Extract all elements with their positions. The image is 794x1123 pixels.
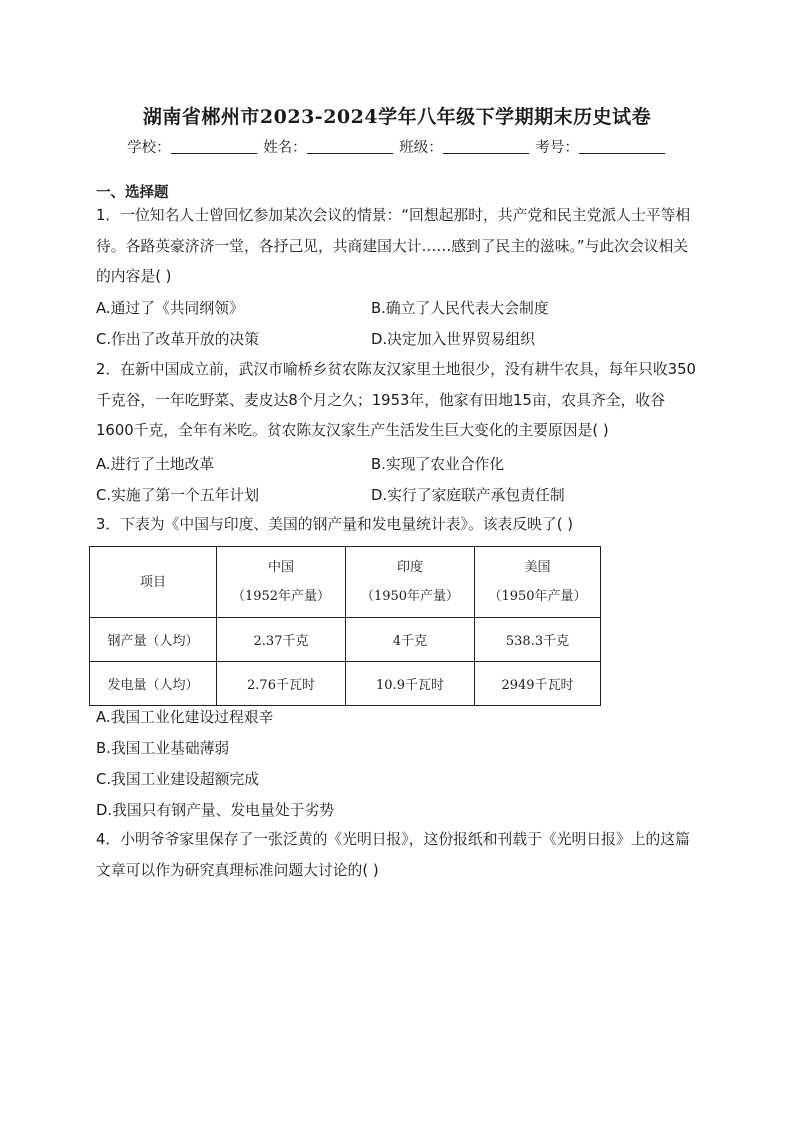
- header-usa: 美国: [524, 560, 551, 575]
- question-1-stem: 1．一位知名人士曾回忆参加某次会议的情景：“回想起那时，共产党和民主党派人士平等相待。各路英豪济济一堂，各抒己见，共商建国大计……感到了民主的滋味。”与此次会议相关的内容是( ): [96, 207, 691, 285]
- question-1-option-d[interactable]: D.决定加入世界贸易组织: [371, 331, 536, 348]
- exam-title: 湖南省郴州市2023-2024学年八年级下学期期末历史试卷: [142, 106, 652, 128]
- table-cell: 538.3千克: [475, 618, 601, 662]
- table-header-cell: [217, 547, 346, 618]
- table-header-cell: [475, 547, 601, 618]
- steel-electricity-table: [89, 546, 601, 706]
- school-label: 学校：: [127, 140, 171, 156]
- table-header-cell: [90, 547, 217, 618]
- header-item-label: 项目: [139, 574, 166, 590]
- header-india-year: （1950年产量）: [360, 589, 460, 604]
- exam-number-blank[interactable]: [579, 138, 665, 154]
- table-cell: 2.37千克: [217, 618, 346, 662]
- table-cell: 2.76千瓦时: [217, 662, 346, 706]
- section-heading: 一、选择题: [96, 185, 169, 201]
- question-2-option-b[interactable]: B.实现了农业合作化: [371, 456, 505, 473]
- school-blank[interactable]: [171, 138, 257, 154]
- question-1-option-b[interactable]: B.确立了人民代表大会制度: [371, 300, 549, 317]
- class-blank[interactable]: [443, 138, 529, 154]
- question-2-option-c[interactable]: C.实施了第一个五年计划: [96, 487, 260, 504]
- class-label: 班级：: [399, 140, 443, 156]
- question-3-stem: 3．下表为《中国与印度、美国的钢产量和发电量统计表》。该表反映了( ): [96, 516, 573, 533]
- table-cell: 钢产量（人均）: [90, 618, 217, 662]
- question-2-option-a[interactable]: A.进行了土地改革: [96, 456, 215, 473]
- header-usa-year: （1950年产量）: [488, 589, 587, 604]
- question-3-option-a[interactable]: A.我国工业化建设过程艰辛: [96, 709, 274, 726]
- question-1-option-a[interactable]: A.通过了《共同纲领》: [96, 300, 244, 317]
- exam-number-label: 考号：: [535, 140, 579, 156]
- header-india: 印度: [396, 560, 423, 575]
- question-2-option-d[interactable]: D.实行了家庭联产承包责任制: [371, 487, 565, 504]
- question-3-option-b[interactable]: B.我国工业基础薄弱: [96, 740, 230, 757]
- header-china: 中国: [267, 560, 294, 575]
- question-4-stem: 4．小明爷爷家里保存了一张泛黄的《光明日报》，这份报纸和刊载于《光明日报》上的这篇文章可以作为研究真理标准问题大讨论的( ): [96, 831, 690, 879]
- question-1-option-c[interactable]: C.作出了改革开放的决策: [96, 331, 260, 348]
- student-info-row: [0, 136, 794, 157]
- table-cell: 发电量（人均）: [90, 662, 217, 706]
- table-header-row: [90, 547, 601, 618]
- question-3-option-d[interactable]: D.我国只有钢产量、发电量处于劣势: [96, 802, 335, 819]
- header-china-year: （1952年产量）: [231, 589, 331, 604]
- name-label: 姓名：: [263, 140, 307, 156]
- table-cell: 2949千瓦时: [475, 662, 601, 706]
- question-2-stem: 2．在新中国成立前，武汉市喻桥乡贫农陈友汉家里土地很少，没有耕牛农具，每年只收350千克谷，一年吃野菜、麦皮达8个月之久；1953年，他家有田地15亩，农具齐全，收谷1600千克，全年有米吃。贫农陈友汉家生产生活发生巨大变化的主要原因是( ): [96, 361, 696, 439]
- name-blank[interactable]: [307, 138, 393, 154]
- table-row: [90, 662, 601, 706]
- question-3-option-c[interactable]: C.我国工业建设超额完成: [96, 771, 260, 788]
- table-cell: 10.9千瓦时: [346, 662, 475, 706]
- table-row: [90, 618, 601, 662]
- table-cell: 4千克: [346, 618, 475, 662]
- table-header-cell: [346, 547, 475, 618]
